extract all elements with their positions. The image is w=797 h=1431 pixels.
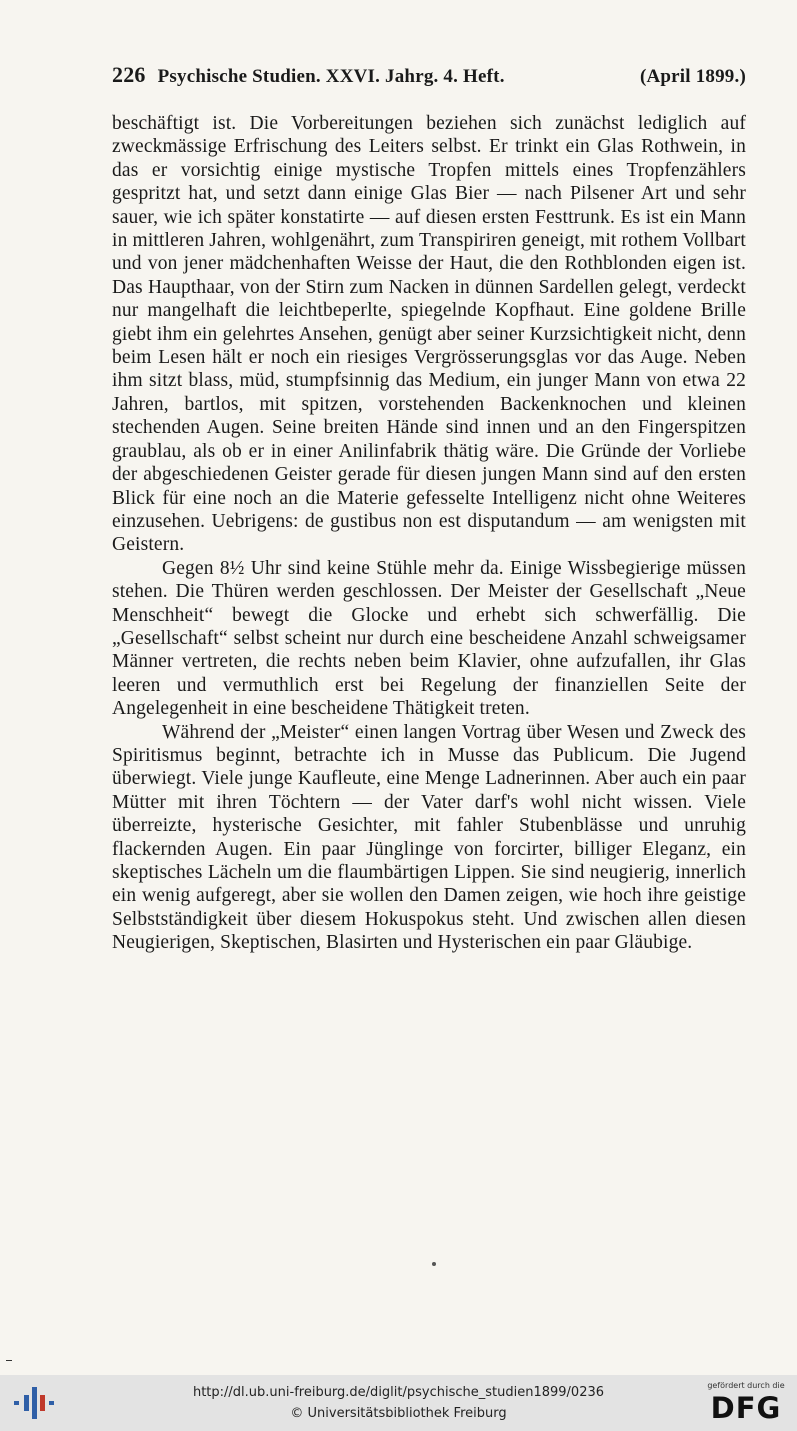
dfg-wordmark: DFG [710,1391,782,1425]
paragraph-1: beschäftigt ist. Die Vorbereitungen beziehen sich zunächst lediglich auf zweckmässige Erfrischung des Leiters selbst. Er trinkt ein Glas Rothwein, in das er vorsichtig einige mystische Tropfen mittels eines Tropfenzählers gespritzt hat, und setzt dann einige Glas Bier — nach Pilsener Art und sehr sauer, wie ich später konstatirte — auf diesen ersten Festtrunk. Es ist ein Mann in mittleren Jahren, wohlgenährt, zum Transpiriren geneigt, mit rothem Vollbart und von jener mädchenhaften Weisse der Haut, die den Rothblonden eigen ist. Das Haupthaar, von der Stirn zum Nacken in dünnen Sardellen gelegt, verdeckt nur mangelhaft die leichtbeperlte, spiegelnde Kopfhaut. Eine goldene Brille giebt ihm ein gelehrtes Ansehen, genügt aber seiner Kurzsichtigkeit nicht, denn beim Lesen hält er noch ein riesiges Vergrösserungsglas vor das Auge. Neben ihm sitzt blass, müd, stumpfsinnig das Medium, ein junger Mann von etwa 22 Jahren, bartlos, mit spitzen, vorstehenden Backenknochen und kleinen stechenden Augen. Seine breiten Hände sind innen und an den Fingerspitzen graublau, als ob er in einer Anilinfabrik thätig wäre. Die Gründe der Vorliebe der abgeschiedenen Geister gerade für diesen jungen Mann sind auf den ersten Blick für eine noch an die Materie gefesselte Intelligenz nicht ohne Weiteres einzusehen. Uebrigens: de gustibus non est disputandum — am wenigsten mit Geistern. [112,113,746,556]
dfg-caption: gefördert durch die [707,1381,785,1390]
page-number: 226 [112,62,146,87]
permalink-url[interactable]: http://dl.ub.uni-freiburg.de/diglit/psychische_studien1899/0236 [192,1385,605,1400]
viewer-footer [0,1375,797,1431]
paragraph-2: Gegen 8½ Uhr sind keine Stühle mehr da. Einige Wissbegierige müssen stehen. Die Thüren werden geschlossen. Der Meister der Gesellschaft „Neue Menschheit“ bewegt die Glocke und erhebt sich schwerfällig. Die „Gesellschaft“ selbst scheint nur durch eine bescheidene Anzahl schweigsamer Männer vertreten, die rechts neben beim Klavier, ohne aufzufallen, ihr Glas leeren und vermuthlich erst bei Regelung der finanziellen Seite der Angelegenheit in eine bescheidene Thätigkeit treten. [112,557,746,720]
copyright-notice: © Universitätsbibliothek Freiburg [290,1406,507,1421]
running-head [112,62,746,92]
article-body [112,112,746,955]
edge-ink-mark [6,1360,12,1361]
issue-date: (April 1899.) [639,66,746,87]
paragraph-3: Während der „Meister“ einen langen Vortrag über Wesen und Zweck des Spiritismus beginnt, betrachte ich in Musse das Publicum. Die Jugend überwiegt. Viele junge Kaufleute, eine Menge Ladnerinnen. Aber auch ein paar Mütter mit ihren Töchtern — der Vater darf's wohl nicht wissen. Viele überreizte, hysterische Gesichter, mit fahler Stubenblässe und unruhig flackernden Augen. Ein paar Jünglinge von forcirter, billiger Eleganz, ein skeptisches Lächeln um die flaumbärtigen Lippen. Sie sind neugierig, innerlich ein wenig aufgeregt, aber sie wollen den Damen zeigen, wie hoch ihre geistige Selbstständigkeit über diesem Hokuspokus steht. Und zwischen allen diesen Neugierigen, Skeptischen, Blasirten und Hysterischen ein paar Gläubige. [112,721,746,954]
dfg-logo-icon [700,1381,792,1427]
journal-title: Psychische Studien. XXVI. Jahrg. 4. Heft. [157,66,505,87]
stray-ink-mark [432,1262,436,1266]
